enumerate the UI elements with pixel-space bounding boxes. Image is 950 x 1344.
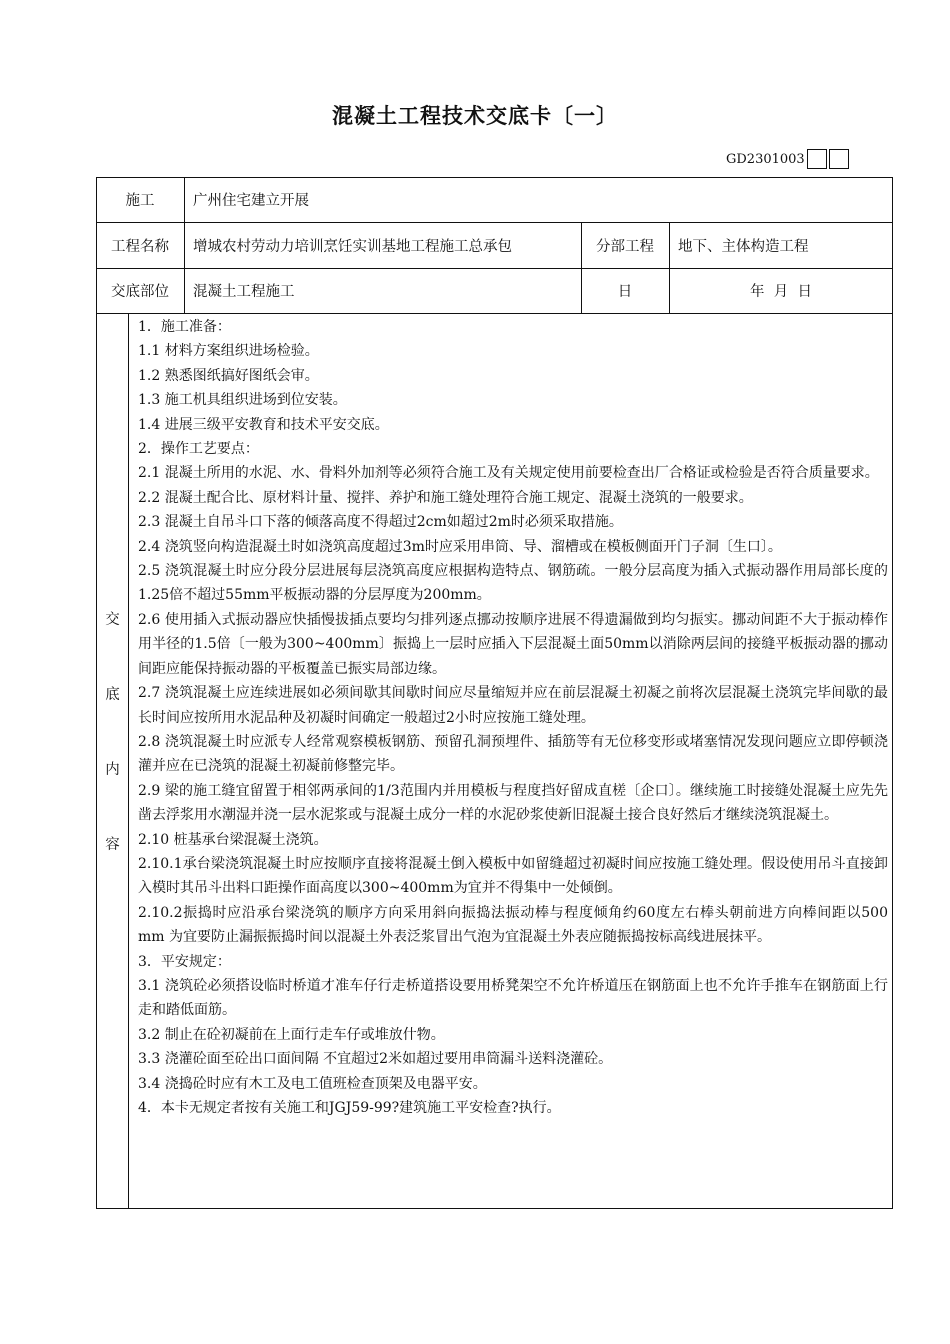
- document-code: [726, 148, 849, 170]
- content-body: [138, 315, 888, 1120]
- content-line: 1.3 施工机具组织进场到位安装。: [138, 392, 347, 409]
- content-line: 2.5 浇筑混凝土时应分段分层进展每层浇筑高度应根据构造特点、钢筋疏。一般分层高度为插入式振动器作用局部长度的1.25倍不超过55mm平板振动器的分层厚度为200mm。: [138, 563, 888, 604]
- content-line: 2.10.1承台梁浇筑混凝土时应按顺序直接将混凝土倒入模板中如留缝超过初凝时间应按施工缝处理。假设使用吊斗直接卸入模时其吊斗出料口距操作面高度以300~400mm为宜并不得集中一处倾倒。: [138, 855, 888, 897]
- date-value: 年 月 日: [750, 284, 812, 300]
- content-line: 1.1 材料方案组织进场检验。: [138, 343, 319, 360]
- content-line: 2．操作工艺要点：: [138, 441, 259, 458]
- content-line: 3.4 浇捣砼时应有木工及电工值班检查顶架及电器平安。: [138, 1075, 487, 1092]
- content-line: 2.8 浇筑混凝土时应派专人经常观察模板钢筋、预留孔洞预埋件、插筋等有无位移变形或堵塞情况发现问题应立即停顿浇灌并应在已浇筑的混凝土初凝前修整完毕。: [138, 733, 888, 775]
- content-label-3: 内: [105, 762, 120, 778]
- sub-project-value: 地下、主体构造工程: [678, 238, 809, 255]
- col-divider-label: [184, 177, 185, 313]
- content-label-1: 交: [105, 612, 120, 628]
- briefing-part-label: 交底部位: [111, 284, 169, 300]
- code-box-2: [829, 149, 849, 169]
- content-line: 2.10.2振捣时应沿承台梁浇筑的顺序方向采用斜向振捣法振动棒与程度倾角约60度左右棒头朝前进方向棒间距以500 mm 为宜要防止漏振振捣时间以混凝土外表泛浆冒出气泡为宜混凝土外表应随振捣按标高线进展抹平。: [138, 904, 888, 946]
- sub-project-label: 分部工程: [596, 238, 654, 255]
- code-box-1: [807, 149, 827, 169]
- content-line: 3.2 制止在砼初凝前在上面行走车仔或堆放什物。: [138, 1026, 445, 1043]
- content-line: 3.3 浇灌砼面至砼出口面间隔 不宜超过2米如超过要用串筒漏斗送料浇灌砼。: [138, 1051, 613, 1068]
- document-code-text: GD2301003: [726, 151, 805, 167]
- construction-label: 施工: [125, 193, 155, 209]
- content-line: 2.3 混凝土自吊斗口下落的倾落高度不得超过2cm如超过2m时必须采取措施。: [138, 514, 623, 531]
- construction-value: 广州住宅建立开展: [193, 193, 309, 209]
- date-label: 日: [617, 284, 633, 300]
- content-line: 1．施工准备：: [138, 319, 231, 335]
- content-line: 2.4 浇筑竖向构造混凝土时如浇筑高度超过3m时应采用串筒、导、溜槽或在模板侧面开门子洞〔生口〕。: [138, 538, 782, 555]
- content-line: 2.7 浇筑混凝土应连续进展如必须间歇其间歇时间应尽量缩短并应在前层混凝土初凝之前将次层混凝土浇筑完毕间歇的最长时间应按所用水泥品种及初凝时间确定一般超过2小时应按施工缝处理。: [138, 685, 888, 726]
- content-line: 2.9 梁的施工缝宜留置于相邻两承间的1/3范围内并用模板与程度挡好留成直槎〔企口〕。继续施工时接缝处混凝土应先先凿去浮浆用水潮湿并浇一层水泥浆或与混凝土成分一样的水泥砂浆使新旧混凝土接合良好然后才继续浇筑混凝土。: [138, 782, 888, 824]
- row-divider-3: [96, 313, 893, 314]
- content-line: 2.6 使用插入式振动器应快插慢拔插点要均匀排列逐点挪动按顺序进展不得遗漏做到均匀振实。挪动间距不大于振动棒作用半径的1.5倍〔一般为300~400mm〕振捣上一层时应插入下层混凝土面50mm以消除两层间的接缝平板振动器的挪动间距应能保持振动器的平板覆盖已振实局部边缘。: [138, 611, 888, 677]
- project-name-value: 增城农村劳动力培训烹饪实训基地工程施工总承包: [193, 238, 512, 255]
- content-line: 1.4 进展三级平安教育和技术平安交底。: [138, 416, 389, 433]
- content-label-2: 底: [105, 687, 120, 703]
- document-title: 混凝土工程技术交底卡〔一〕: [332, 104, 618, 128]
- content-line: 4．本卡无规定者按有关施工和JGJ59-99?建筑施工平安检查?执行。: [138, 1100, 561, 1116]
- project-name-label: 工程名称: [111, 238, 169, 255]
- briefing-part-value: 混凝土工程施工: [193, 284, 295, 300]
- content-line: 2.1 混凝土所用的水泥、水、骨料外加剂等必须符合施工及有关规定使用前要检查出厂合格证或检验是否符合质量要求。: [138, 465, 879, 482]
- content-label-4: 容: [105, 837, 120, 853]
- content-line: 3．平安规定：: [138, 953, 231, 970]
- content-line: 2.10 桩基承台梁混凝土浇筑。: [138, 831, 328, 848]
- content-line: 2.2 混凝土配合比、原材料计量、搅拌、养护和施工缝处理符合施工规定、混凝土浇筑的一般要求。: [138, 489, 753, 506]
- content-line: 1.2 熟悉图纸搞好图纸会审。: [138, 367, 319, 384]
- content-line: 3.1 浇筑砼必须搭设临时桥道才准车仔行走桥道搭设要用桥凳架空不允许桥道压在钢筋面上也不允许手推车在钢筋面上行走和踏低面筋。: [138, 977, 888, 1019]
